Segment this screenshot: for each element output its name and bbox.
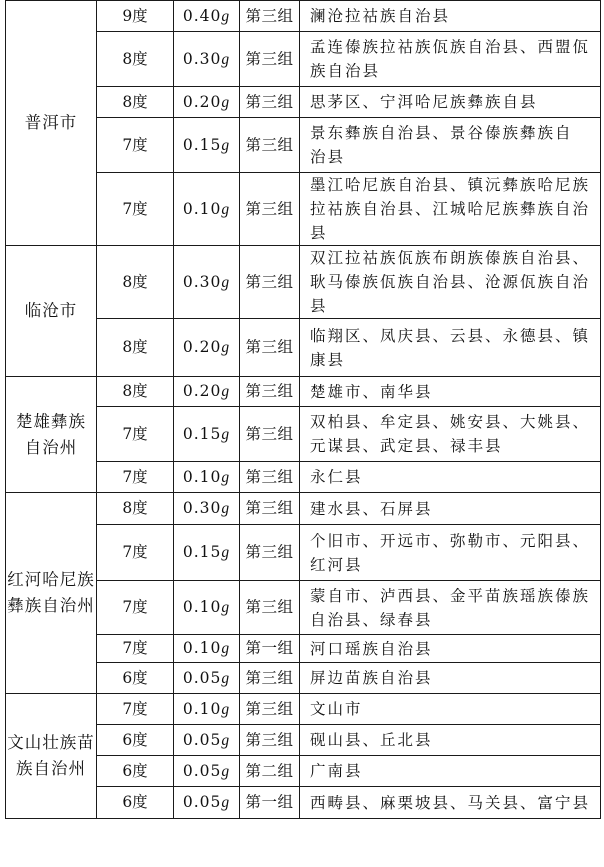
acceleration-unit: g — [221, 93, 231, 111]
counties-line: 砚山县、丘北县 — [310, 731, 433, 749]
table-row — [6, 377, 601, 407]
counties-cell — [300, 118, 601, 173]
region-name-cell — [6, 694, 97, 819]
intensity-cell: 7度 — [97, 525, 174, 581]
region-name-line: 文山壮族苗 — [7, 733, 95, 752]
table-row — [6, 246, 601, 319]
table-row — [6, 1, 601, 32]
design-group-cell: 第三组 — [240, 581, 300, 635]
counties-line: 个旧市、开远市、弥勒市、元阳县、 — [310, 531, 591, 550]
region-name-cell — [6, 377, 97, 493]
acceleration-value: 0.10 — [182, 639, 222, 657]
intensity-cell: 8度 — [97, 493, 174, 525]
acceleration-value: 0.05 — [182, 668, 222, 687]
acceleration-value: 0.40 — [182, 6, 222, 25]
intensity-cell: 7度 — [97, 694, 174, 725]
counties-line: 广南县 — [310, 762, 363, 780]
acceleration-cell — [174, 725, 240, 756]
region-name-line: 普洱市 — [24, 113, 78, 132]
counties-cell — [300, 725, 601, 756]
counties-line: 建水县、石屏县 — [310, 499, 433, 518]
acceleration-value: 0.15 — [182, 135, 222, 154]
acceleration-unit: g — [221, 640, 231, 657]
counties-cell — [300, 756, 601, 787]
counties-line: 自治县、绿春县 — [310, 610, 433, 629]
design-group-cell: 第三组 — [240, 663, 300, 694]
counties-line: 永仁县 — [310, 468, 363, 486]
design-group-cell: 第三组 — [240, 246, 300, 319]
counties-cell — [300, 87, 601, 118]
counties-cell — [300, 581, 601, 635]
design-group-cell: 第三组 — [240, 32, 300, 87]
acceleration-unit: g — [221, 700, 231, 718]
acceleration-cell — [174, 663, 240, 694]
design-group-cell: 第一组 — [240, 787, 300, 819]
design-group-cell: 第三组 — [240, 377, 300, 407]
counties-cell — [300, 663, 601, 694]
intensity-cell: 7度 — [97, 462, 174, 493]
counties-line: 拉祜族自治县、江城哈尼族彝族自治县 — [310, 200, 591, 242]
counties-cell — [300, 635, 601, 663]
acceleration-cell — [174, 694, 240, 725]
design-group-cell: 第三组 — [240, 118, 300, 173]
region-name-line: 自治州 — [24, 437, 78, 457]
intensity-cell: 8度 — [97, 377, 174, 407]
counties-cell — [300, 493, 601, 525]
counties-cell — [300, 1, 601, 32]
counties-line: 蒙自市、泸西县、金平苗族瑶族傣族 — [310, 586, 591, 605]
counties-cell — [300, 787, 601, 819]
acceleration-value: 0.20 — [182, 338, 222, 356]
region-name-line: 临沧市 — [24, 301, 78, 320]
acceleration-unit: g — [221, 50, 231, 68]
intensity-cell: 6度 — [97, 787, 174, 819]
acceleration-cell — [174, 525, 240, 581]
counties-line: 墨江哈尼族自治县、镇沅彝族哈尼族 — [310, 176, 591, 194]
acceleration-value: 0.20 — [182, 382, 222, 400]
acceleration-value: 0.30 — [182, 272, 222, 291]
intensity-cell: 8度 — [97, 87, 174, 118]
acceleration-cell — [174, 493, 240, 525]
acceleration-value: 0.20 — [182, 92, 222, 111]
counties-cell — [300, 173, 601, 246]
acceleration-cell — [174, 87, 240, 118]
acceleration-value: 0.05 — [182, 761, 222, 780]
intensity-cell: 7度 — [97, 118, 174, 173]
design-group-cell: 第三组 — [240, 493, 300, 525]
acceleration-cell — [174, 462, 240, 493]
acceleration-cell — [174, 635, 240, 663]
acceleration-cell — [174, 787, 240, 819]
acceleration-unit: g — [221, 731, 231, 749]
counties-cell — [300, 694, 601, 725]
counties-line: 澜沧拉祜族自治县 — [310, 7, 451, 25]
counties-cell — [300, 377, 601, 407]
acceleration-value: 0.05 — [182, 730, 222, 749]
region-name-cell — [6, 1, 97, 246]
counties-line: 文山市 — [310, 700, 363, 718]
counties-line: 楚雄市、南华县 — [310, 382, 433, 401]
counties-line: 族自治县 — [310, 62, 381, 80]
region-name-line: 族自治州 — [16, 759, 86, 778]
intensity-cell: 9度 — [97, 1, 174, 32]
design-group-cell: 第三组 — [240, 407, 300, 462]
acceleration-unit: g — [221, 200, 231, 218]
seismic-zoning-table — [5, 0, 601, 819]
acceleration-unit: g — [221, 136, 231, 154]
counties-line: 元谋县、武定县、禄丰县 — [310, 437, 503, 455]
acceleration-cell — [174, 377, 240, 407]
design-group-cell: 第三组 — [240, 462, 300, 493]
region-name-line: 红河哈尼族 — [7, 570, 95, 589]
acceleration-unit: g — [221, 7, 231, 25]
counties-line: 思茅区、宁洱哈尼族彝族自县 — [310, 93, 538, 111]
counties-line: 屏边苗族自治县 — [310, 669, 433, 687]
intensity-cell: 8度 — [97, 246, 174, 319]
design-group-cell: 第三组 — [240, 87, 300, 118]
acceleration-value: 0.10 — [182, 598, 222, 616]
acceleration-unit: g — [221, 273, 231, 291]
acceleration-value: 0.10 — [182, 467, 222, 486]
counties-cell — [300, 407, 601, 462]
acceleration-cell — [174, 319, 240, 377]
acceleration-unit: g — [221, 669, 231, 687]
acceleration-cell — [174, 1, 240, 32]
design-group-cell: 第三组 — [240, 694, 300, 725]
counties-line: 双柏县、牟定县、姚安县、大姚县、 — [310, 413, 591, 431]
counties-line: 双江拉祜族佤族布朗族傣族自治县、 — [310, 249, 591, 267]
counties-line: 景东彝族自治县、景谷傣族彝族自 — [310, 124, 573, 142]
acceleration-cell — [174, 581, 240, 635]
intensity-cell: 7度 — [97, 581, 174, 635]
counties-line: 红河县 — [310, 555, 363, 574]
acceleration-cell — [174, 32, 240, 87]
counties-cell — [300, 462, 601, 493]
design-group-cell: 第三组 — [240, 319, 300, 377]
acceleration-value: 0.10 — [182, 199, 222, 218]
counties-line: 西畴县、麻栗坡县、马关县、富宁县 — [310, 793, 591, 812]
table-body — [6, 1, 601, 819]
intensity-cell: 8度 — [97, 32, 174, 87]
acceleration-value: 0.10 — [182, 699, 222, 718]
counties-line: 孟连傣族拉祜族佤族自治县、西盟佤 — [310, 38, 591, 56]
region-name-cell — [6, 493, 97, 694]
intensity-cell: 7度 — [97, 635, 174, 663]
acceleration-unit: g — [221, 762, 231, 780]
intensity-cell: 6度 — [97, 663, 174, 694]
intensity-cell: 6度 — [97, 725, 174, 756]
intensity-cell: 8度 — [97, 319, 174, 377]
acceleration-value: 0.30 — [182, 49, 222, 68]
acceleration-cell — [174, 118, 240, 173]
counties-cell — [300, 246, 601, 319]
counties-line: 耿马傣族佤族自治县、沧源佤族自治县 — [310, 273, 591, 315]
acceleration-value: 0.05 — [182, 793, 222, 811]
acceleration-unit: g — [221, 425, 231, 443]
design-group-cell: 第三组 — [240, 1, 300, 32]
region-name-line: 彝族自治州 — [7, 596, 95, 615]
counties-line: 康县 — [310, 350, 346, 369]
acceleration-cell — [174, 407, 240, 462]
acceleration-cell — [174, 756, 240, 787]
intensity-cell: 6度 — [97, 756, 174, 787]
design-group-cell: 第三组 — [240, 173, 300, 246]
design-group-cell: 第三组 — [240, 725, 300, 756]
acceleration-cell — [174, 246, 240, 319]
design-group-cell: 第二组 — [240, 756, 300, 787]
acceleration-unit: g — [221, 544, 231, 561]
counties-line: 临翔区、凤庆县、云县、永德县、镇 — [310, 326, 591, 345]
counties-line: 治县 — [310, 148, 346, 166]
acceleration-unit: g — [221, 468, 231, 486]
region-name-cell — [6, 246, 97, 377]
acceleration-value: 0.15 — [182, 424, 222, 443]
acceleration-unit: g — [221, 599, 231, 616]
acceleration-cell — [174, 173, 240, 246]
design-group-cell: 第三组 — [240, 525, 300, 581]
acceleration-unit: g — [221, 794, 231, 811]
region-name-line: 楚雄彝族 — [16, 411, 86, 431]
table-row — [6, 694, 601, 725]
table-row — [6, 493, 601, 525]
acceleration-unit: g — [221, 339, 231, 356]
counties-cell — [300, 32, 601, 87]
acceleration-unit: g — [221, 500, 231, 517]
intensity-cell: 7度 — [97, 173, 174, 246]
acceleration-unit: g — [221, 383, 231, 400]
counties-line: 河口瑶族自治县 — [310, 639, 433, 658]
acceleration-value: 0.15 — [182, 543, 222, 561]
intensity-cell: 7度 — [97, 407, 174, 462]
design-group-cell: 第一组 — [240, 635, 300, 663]
acceleration-value: 0.30 — [182, 499, 222, 517]
counties-cell — [300, 525, 601, 581]
counties-cell — [300, 319, 601, 377]
